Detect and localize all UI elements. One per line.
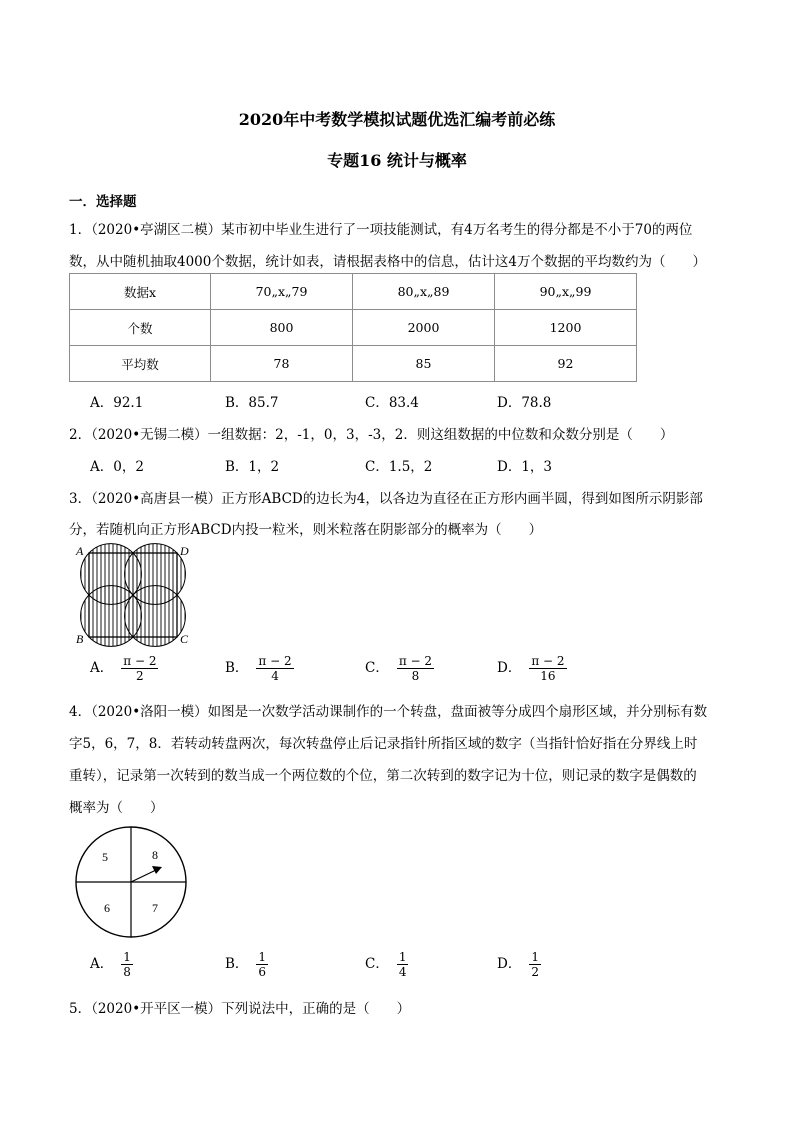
table-cell: 1200 [495, 310, 637, 346]
option-fraction [397, 950, 409, 979]
option-letter: A． [90, 660, 114, 676]
q4-text-line4: 概率为（ ） [69, 800, 164, 816]
table-header-cell: 80„x„89 [353, 274, 495, 310]
fraction-denominator: 8 [411, 669, 420, 683]
fraction-denominator: 8 [123, 965, 131, 979]
q1-data-table [69, 273, 637, 382]
q1-text-line2: 数，从中随机抽取4000个数据，统计如表，请根据表格中的信息，估计这4万个数据的平均数约为（ ） [69, 254, 706, 270]
option-fraction [529, 654, 566, 683]
table-cell: 85 [353, 346, 495, 382]
q3-option-d[interactable] [497, 654, 567, 683]
fraction-denominator: 16 [540, 669, 556, 683]
spinner-label: 6 [104, 901, 110, 915]
q1-option-b[interactable]: B．85.7 [225, 395, 279, 411]
option-letter: D． [497, 956, 522, 972]
fraction-denominator: 6 [258, 965, 267, 979]
option-fraction [397, 654, 434, 683]
document-title: 2020年中考数学模拟试题优选汇编考前必练 [238, 110, 556, 129]
q1-text-line1: 1．（2020•亭湖区二模）某市初中毕业生进行了一项技能测试，有4万名考生的得分都是不小于70的两位 [69, 222, 693, 238]
fraction-numerator: 1 [258, 950, 267, 964]
q1-option-a[interactable]: A．92.1 [90, 395, 144, 411]
q4-option-c[interactable] [365, 950, 408, 979]
q3-text-line2: 分，若随机向正方形ABCD内投一粒米，则米粒落在阴影部分的概率为（ ） [69, 522, 543, 538]
fraction-numerator: π − 2 [258, 654, 292, 668]
q2-option-a[interactable]: A．0，2 [90, 459, 144, 475]
spinner-label: 7 [152, 901, 158, 915]
table-header-cell: 数据x [70, 274, 211, 310]
table-row [70, 310, 637, 346]
option-fraction [529, 950, 541, 979]
q4-option-a[interactable] [90, 950, 133, 979]
fraction-denominator: 4 [398, 965, 407, 979]
section-heading: 一．选择题 [69, 194, 137, 210]
fraction-denominator: 2 [531, 965, 539, 979]
table-header-cell: 个数 [70, 310, 211, 346]
fraction-numerator: 1 [531, 950, 539, 964]
option-fraction [256, 654, 293, 683]
table-header-cell: 平均数 [70, 346, 211, 382]
q1-option-c[interactable]: C．83.4 [365, 395, 419, 411]
q4-text-line2: 字5，6，7，8．若转动转盘两次，每次转盘停止后记录指针所指区域的数字（当指针恰好指在分界线上时 [69, 736, 698, 752]
fraction-numerator: π − 2 [123, 654, 157, 668]
spinner-label: 8 [152, 848, 158, 862]
option-fraction [121, 950, 133, 979]
q4-option-b[interactable] [225, 950, 268, 979]
fraction-numerator: π − 2 [531, 654, 565, 668]
q3-text-line1: 3．（2020•高唐县一模）正方形ABCD的边长为4，以各边为直径在正方形内画半圆，得到如图所示阴影部 [69, 491, 703, 507]
option-letter: D． [497, 660, 522, 676]
vertex-label-a: A [76, 544, 84, 558]
vertex-label-c: C [180, 632, 189, 646]
fraction-numerator: 1 [398, 950, 407, 964]
document-subtitle: 专题16 统计与概率 [327, 151, 467, 170]
table-cell: 78 [211, 346, 353, 382]
q2-option-b[interactable]: B．1，2 [225, 459, 280, 475]
q4-option-d[interactable] [497, 950, 541, 979]
table-cell: 2000 [353, 310, 495, 346]
option-letter: C． [365, 660, 389, 676]
vertex-label-b: B [76, 632, 84, 646]
table-row [70, 346, 637, 382]
option-letter: B． [225, 956, 249, 972]
q3-option-a[interactable] [90, 654, 158, 683]
q2-option-d[interactable]: D．1，3 [497, 459, 553, 475]
q5-text-line1: 5．（2020•开平区一模）下列说法中，正确的是（ ） [69, 1001, 411, 1017]
fraction-numerator: 1 [123, 950, 131, 964]
option-letter: C． [365, 956, 389, 972]
q3-square-figure [72, 543, 192, 647]
fraction-numerator: π − 2 [398, 654, 433, 668]
table-cell: 800 [211, 310, 353, 346]
table-header-cell: 70„x„79 [211, 274, 353, 310]
fraction-denominator: 2 [136, 669, 144, 683]
option-fraction [121, 654, 158, 683]
q3-option-b[interactable] [225, 654, 294, 683]
q4-text-line3: 重转），记录第一次转到的数当成一个两位数的个位，第二次转到的数字记为十位，则记录的数字是偶数的 [69, 768, 697, 784]
vertex-label-d: D [180, 544, 189, 558]
fraction-denominator: 4 [271, 669, 279, 683]
q4-spinner-figure [72, 820, 196, 944]
q4-text-line1: 4．（2020•洛阳一模）如图是一次数学活动课制作的一个转盘，盘面被等分成四个扇形区域，并分别标有数 [69, 704, 708, 720]
q2-text-line1: 2．（2020•无锡二模）一组数据：2，-1，0，3，-3，2．则这组数据的中位数和众数分别是（ ） [69, 427, 674, 443]
spinner-label: 5 [102, 850, 108, 864]
table-row [70, 274, 637, 310]
q2-option-c[interactable]: C．1.5，2 [365, 459, 433, 475]
table-cell: 92 [495, 346, 637, 382]
table-header-cell: 90„x„99 [495, 274, 637, 310]
option-fraction [256, 950, 268, 979]
option-letter: A． [90, 956, 114, 972]
q1-option-d[interactable]: D．78.8 [497, 395, 552, 411]
q3-option-c[interactable] [365, 654, 434, 683]
option-letter: B． [225, 660, 249, 676]
